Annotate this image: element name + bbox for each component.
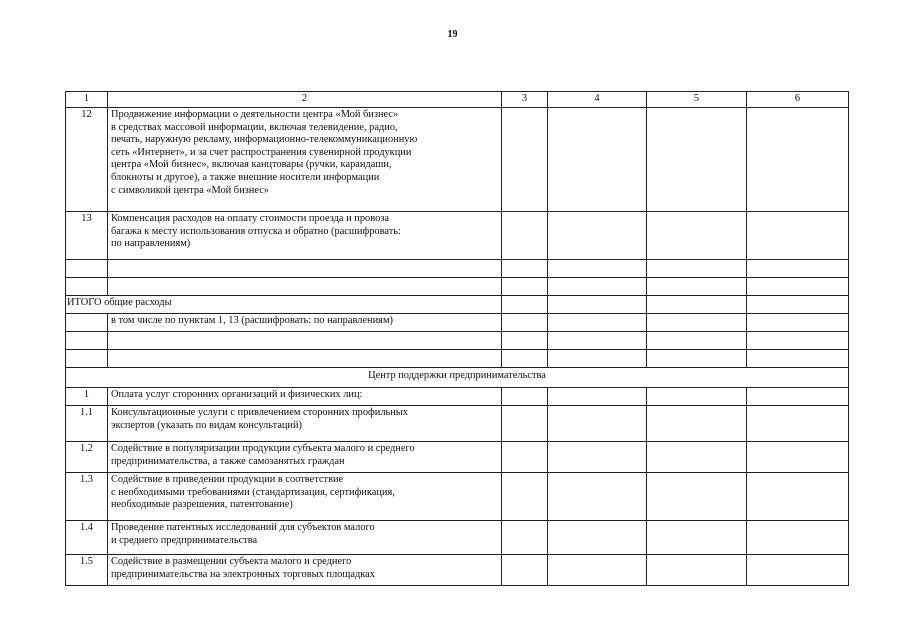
table-row (66, 260, 849, 278)
empty-cell (502, 473, 548, 521)
empty-cell (747, 332, 849, 350)
column-number-header: 5 (647, 92, 747, 108)
column-number-header: 2 (108, 92, 502, 108)
empty-cell (548, 473, 647, 521)
empty-cell (747, 555, 849, 586)
row-description: Продвижение информации о деятельности центра «Мой бизнес» в средствах массовой информации, включая телевидение, радио, печать, наружную рекламу, информационно-телекоммуникационную сеть «Интернет», и за счет распространения сувенирной продукции центра «Мой бизнес», включая канцтовары (ручки, карандаши, блокноты и другое), а также внешние носители информации с символикой центра «Мой бизнес» (108, 108, 502, 212)
empty-cell (502, 278, 548, 296)
table-header-row (66, 92, 849, 108)
table-row (66, 406, 849, 442)
section-title: Центр поддержки предпринимательства (66, 368, 849, 388)
empty-cell (502, 260, 548, 278)
empty-cell (647, 442, 747, 473)
empty-cell (747, 108, 849, 212)
row-description: Компенсация расходов на оплату стоимости проезда и провоза багажа к месту использования отпуска и обратно (расшифровать: по направлениям) (108, 212, 502, 260)
total-label: ИТОГО общие расходы (66, 296, 502, 314)
empty-cell (502, 521, 548, 555)
empty-cell (548, 406, 647, 442)
column-number-header: 1 (66, 92, 108, 108)
row-description (108, 332, 502, 350)
table-row (66, 388, 849, 406)
empty-cell (647, 260, 747, 278)
empty-cell (747, 521, 849, 555)
row-number: 1.5 (66, 555, 108, 586)
empty-cell (747, 314, 849, 332)
empty-cell (502, 296, 548, 314)
row-description: в том числе по пунктам 1, 13 (расшифровать: по направлениям) (108, 314, 502, 332)
table-row (66, 368, 849, 388)
empty-cell (548, 521, 647, 555)
row-description: Содействие в размещении субъекта малого и среднего предпринимательства на электронных торговых площадках (108, 555, 502, 586)
row-description: Оплата услуг сторонних организаций и физических лиц: (108, 388, 502, 406)
empty-cell (502, 212, 548, 260)
table-row (66, 473, 849, 521)
row-description (108, 278, 502, 296)
row-number: 13 (66, 212, 108, 260)
empty-cell (747, 278, 849, 296)
empty-cell (548, 314, 647, 332)
row-description (108, 260, 502, 278)
row-description: Консультационные услуги с привлечением сторонних профильных экспертов (указать по видам консультаций) (108, 406, 502, 442)
row-number (66, 278, 108, 296)
empty-cell (647, 278, 747, 296)
table-row (66, 350, 849, 368)
empty-cell (548, 388, 647, 406)
row-number (66, 314, 108, 332)
column-number-header: 6 (747, 92, 849, 108)
empty-cell (647, 555, 747, 586)
empty-cell (502, 332, 548, 350)
empty-cell (747, 296, 849, 314)
table-row (66, 108, 849, 212)
column-number-header: 4 (548, 92, 647, 108)
page-number: 19 (447, 29, 458, 40)
table-row (66, 212, 849, 260)
empty-cell (502, 406, 548, 442)
empty-cell (647, 212, 747, 260)
empty-cell (548, 332, 647, 350)
row-number: 1.1 (66, 406, 108, 442)
empty-cell (747, 406, 849, 442)
table-row (66, 278, 849, 296)
empty-cell (747, 388, 849, 406)
table-row (66, 332, 849, 350)
empty-cell (647, 521, 747, 555)
row-number: 1.2 (66, 442, 108, 473)
empty-cell (647, 332, 747, 350)
empty-cell (502, 108, 548, 212)
empty-cell (502, 388, 548, 406)
row-description (108, 350, 502, 368)
column-number-header: 3 (502, 92, 548, 108)
empty-cell (647, 406, 747, 442)
expenses-table (65, 91, 849, 586)
row-number: 12 (66, 108, 108, 212)
empty-cell (548, 260, 647, 278)
table-row (66, 314, 849, 332)
empty-cell (548, 212, 647, 260)
empty-cell (647, 388, 747, 406)
table-row (66, 555, 849, 586)
empty-cell (548, 296, 647, 314)
row-number: 1 (66, 388, 108, 406)
empty-cell (548, 350, 647, 368)
row-number (66, 350, 108, 368)
empty-cell (747, 473, 849, 521)
empty-cell (647, 350, 747, 368)
row-description: Содействие в приведении продукции в соответствие с необходимыми требованиями (стандартизация, сертификация, необходимые разрешения, патентование) (108, 473, 502, 521)
table-row (66, 296, 849, 314)
empty-cell (548, 108, 647, 212)
empty-cell (502, 314, 548, 332)
empty-cell (548, 442, 647, 473)
table-row (66, 521, 849, 555)
row-number: 1.4 (66, 521, 108, 555)
empty-cell (647, 108, 747, 212)
empty-cell (747, 442, 849, 473)
empty-cell (548, 555, 647, 586)
empty-cell (747, 350, 849, 368)
empty-cell (647, 296, 747, 314)
row-description: Содействие в популяризации продукции субъекта малого и среднего предпринимательства, а также самозанятых граждан (108, 442, 502, 473)
row-number (66, 260, 108, 278)
row-number: 1.3 (66, 473, 108, 521)
empty-cell (502, 350, 548, 368)
row-description: Проведение патентных исследований для субъектов малого и среднего предпринимательства (108, 521, 502, 555)
empty-cell (647, 314, 747, 332)
empty-cell (647, 473, 747, 521)
empty-cell (747, 212, 849, 260)
empty-cell (548, 278, 647, 296)
empty-cell (747, 260, 849, 278)
row-number (66, 332, 108, 350)
empty-cell (502, 555, 548, 586)
table-row (66, 442, 849, 473)
empty-cell (502, 442, 548, 473)
